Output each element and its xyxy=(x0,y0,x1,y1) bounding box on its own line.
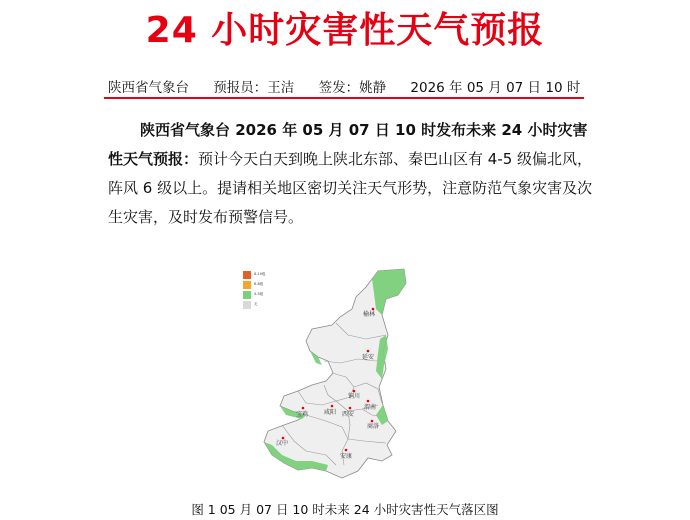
legend-label: 6-8级 xyxy=(254,282,264,286)
city-label: 安康 xyxy=(340,453,353,460)
issue-datetime: 2026 年 05 月 07 日 10 时 xyxy=(410,80,581,96)
city-label: 铜川 xyxy=(348,393,361,400)
issuer-line xyxy=(108,76,583,96)
capital-marker-icon xyxy=(367,400,370,403)
forecast-lead: 陕西省气象台 2026 年 05 月 07 日 10 时发布未来 24 小时灾害性天气预报： xyxy=(108,121,588,168)
capital-marker-icon xyxy=(302,407,305,410)
header-divider xyxy=(104,97,584,99)
forecast-text: 预计今天白天到晚上陕北东部、秦巴山区有 4-5 级偏北风，阵风 6 级以上。提请相关地区密切关注天气形势，注意防范气象灾害及次生灾害，及时发布预警信号。 xyxy=(108,150,593,226)
legend-swatch xyxy=(243,271,251,279)
forecaster: 预报员：王洁 xyxy=(213,80,295,96)
capital-marker-icon xyxy=(282,437,285,440)
reviewer: 签发：姚静 xyxy=(318,80,387,96)
capital-marker-icon xyxy=(331,405,334,408)
map-legend xyxy=(243,271,277,313)
forecast-paragraph xyxy=(108,116,598,232)
legend-label: 4-5级 xyxy=(254,292,264,296)
capital-marker-icon xyxy=(372,308,375,311)
capital-marker-icon xyxy=(367,350,370,353)
figure-caption: 图 1 05 月 07 日 10 时未来 24 小时灾害性天气落区图 xyxy=(191,502,499,517)
city-label: 延安 xyxy=(362,354,375,361)
capital-marker-icon xyxy=(353,390,356,393)
city-label: 西安 xyxy=(342,411,355,418)
legend-swatch xyxy=(243,281,251,289)
city-label: 宝鸡 xyxy=(296,411,309,418)
city-label: 咸阳 xyxy=(324,409,337,416)
city-label: 汉中 xyxy=(276,440,289,447)
legend-label: 无 xyxy=(254,302,258,306)
page-title: 24 小时灾害性天气预报 xyxy=(145,10,545,51)
legend-swatch xyxy=(243,301,251,309)
capital-marker-icon xyxy=(349,407,352,410)
legend-swatch xyxy=(243,291,251,299)
city-label: 渭南 xyxy=(364,404,377,411)
city-label: 榆林 xyxy=(363,311,376,318)
issuing-org: 陕西省气象台 xyxy=(108,80,189,96)
city-label: 商洛 xyxy=(367,423,380,430)
capital-marker-icon xyxy=(371,420,374,423)
capital-marker-icon xyxy=(345,449,348,452)
legend-label: 8-10级 xyxy=(254,272,266,276)
